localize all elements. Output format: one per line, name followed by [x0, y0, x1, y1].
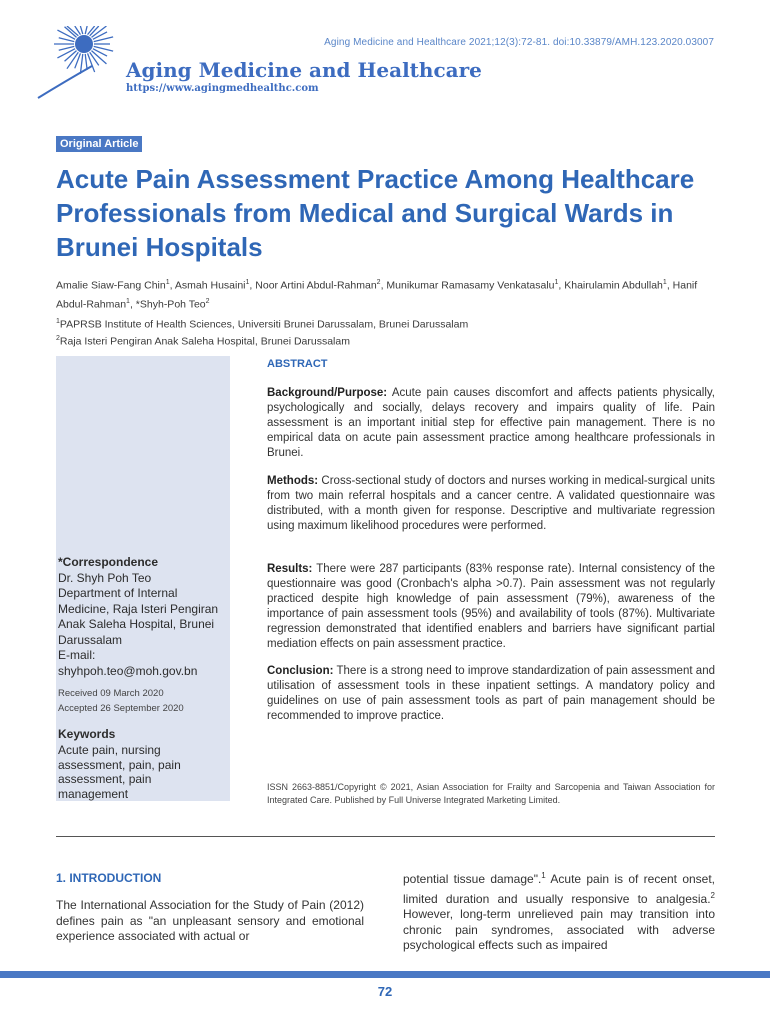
correspondence-heading: *Correspondence: [58, 555, 159, 569]
section-divider: [56, 836, 715, 837]
journal-citation: Aging Medicine and Healthcare 2021;12(3):72-81. doi:10.33879/AMH.123.2020.03007: [324, 37, 714, 48]
journal-name: Aging Medicine and Healthcare: [126, 58, 482, 82]
intro-text-a: potential tissue damage".: [403, 872, 542, 886]
author-affiliation-mark: 1: [165, 279, 170, 286]
page-number: 72: [377, 984, 393, 999]
article-dates: [58, 686, 184, 716]
intro-text-c: However, long-term unrelieved pain may transition into chronic pain syndromes, associated with adverse psychological effects such as impaired: [403, 907, 715, 952]
author-name: Hanif Abdul-Rahman: [56, 279, 698, 310]
correspondence-name: Dr. Shyh Poh Teo: [58, 570, 152, 585]
affiliation-line: [56, 332, 716, 349]
author-affiliation-mark: 2: [205, 297, 210, 305]
author-affiliation-mark: 1: [554, 279, 559, 286]
issn-copyright: ISSN 2663-8851/Copyright © 2021, Asian Association for Frailty and Sarcopenia and Taiwan Association for Integrated Care. Published by Full Universe Integrated Marketing Limited.: [267, 782, 715, 805]
received-date: Received 09 March 2020: [58, 688, 164, 699]
journal-url[interactable]: https://www.agingmedhealthc.com: [126, 83, 319, 94]
reference-2[interactable]: 2: [710, 890, 715, 900]
abstract-methods: [267, 474, 715, 534]
author-affiliation-mark: 1: [126, 297, 130, 305]
author-name: Khairulamin Abdullah: [564, 279, 663, 292]
keywords-list: Acute pain, nursing assessment, pain, pain assessment, pain management: [58, 743, 181, 801]
affiliation-list: [56, 315, 716, 348]
author-affiliation-mark: 1: [245, 279, 250, 286]
abstract-results-label: Results:: [267, 563, 313, 575]
abstract-background: [267, 386, 715, 461]
article-type-badge: Original Article: [56, 136, 142, 152]
affiliation-text: Raja Isteri Pengiran Anak Saleha Hospital, Brunei Darussalam: [59, 335, 350, 347]
introduction-heading: 1. INTRODUCTION: [56, 871, 162, 885]
author-affiliation-mark: 1: [662, 279, 667, 286]
abstract-conclusion-text: There is a strong need to improve standardization of pain assessment and utilisation of assessment tools in these inpatient settings. A mandatory policy and guidelines on use of pain assessment tools as part of pain management should be recommended to improve practice.: [267, 665, 715, 722]
abstract-background-text: Acute pain causes discomfort and affects patients physically, psychologically and socially, delays recovery and impairs quality of life. Pain assessment is an important initial step for effective pain management. There is no empirical data on acute pain assessment practice among healthcare professionals in Brunei.: [267, 387, 715, 459]
keywords-heading: Keywords: [58, 727, 116, 741]
abstract-background-label: Background/Purpose:: [267, 387, 388, 399]
reference-1[interactable]: 1: [541, 871, 546, 880]
abstract-methods-label: Methods:: [267, 475, 319, 487]
author-name: Amalie Siaw-Fang Chin: [56, 279, 166, 292]
affiliation-text: PAPRSB Institute of Health Sciences, Universiti Brunei Darussalam, Brunei Darussalam: [59, 318, 469, 331]
author-name: Noor Artini Abdul-Rahman: [255, 279, 377, 292]
author-name: Asmah Husaini: [174, 279, 246, 292]
abstract-results-text: There were 287 participants (83% response rate). Internal consistency of the questionnaire was good (Cronbach's alpha >0.7). Pain assessment was not regularly practiced despite high knowledge of pain assessment (79%), awareness of the importance of pain assessment tools (95%) and availability of tools (87%). Multivariate regression demonstrated that identified enablers and barriers have significant partial mediation effects on pain assessment practice.: [267, 563, 715, 650]
author-list: Amalie Siaw-Fang Chin$^1$, Asmah Husaini$^1$, Noor Artini Abdul-Rahman$^2$, Munikumar Ramasamy Venkatasalu$^1$, Khairulamin Abdullah$^1$, Hanif Abdul-Rahman$^1$, *Shyh-Poh Teo$^2$: [56, 279, 698, 310]
introduction-right-column: [403, 868, 715, 954]
author-name: *Shyh-Poh Teo: [135, 298, 206, 310]
author-affiliation-mark: 2: [376, 279, 381, 286]
footer-bar: [0, 971, 770, 978]
abstract-conclusion-label: Conclusion:: [267, 665, 334, 677]
intro-text-b: Acute pain is of recent onset, limited duration and usually responsive to analgesia.: [403, 872, 716, 906]
affiliation-number: 2: [56, 334, 60, 342]
abstract-results: [267, 562, 715, 652]
author-name: Munikumar Ramasamy Venkatasalu: [386, 279, 555, 292]
affiliation-line: [56, 315, 716, 332]
abstract-conclusion: [267, 664, 715, 724]
correspondence-address: Department of Internal Medicine, Raja Isteri Pengiran Anak Saleha Hospital, Brunei Darussalam: [58, 586, 219, 647]
abstract-methods-text: Cross-sectional study of doctors and nurses working in medical-surgical units from two main referral hospitals and a cancer centre. A validated questionnaire was distributed, with a month given for response. Descriptive and multivariate regression using maximum likelihood procedures were performed.: [267, 475, 715, 532]
starburst-logo-icon: [34, 26, 124, 102]
correspondence-email-label: E-mail:: [58, 648, 96, 662]
correspondence-email[interactable]: shyhpoh.teo@moh.gov.bn: [58, 663, 198, 678]
introduction-left-column: The International Association for the Study of Pain (2012) defines pain as "an unpleasant sensory and emotional experience associated with actual or: [56, 898, 364, 943]
correspondence-block: [58, 555, 230, 679]
abstract-heading: ABSTRACT: [267, 358, 328, 370]
accepted-date: Accepted 26 September 2020: [58, 703, 184, 714]
affiliation-number: 1: [56, 318, 60, 325]
article-title: Acute Pain Assessment Practice Among Healthcare Professionals from Medical and Surgical Wards in Brunei Hospitals: [56, 164, 695, 262]
